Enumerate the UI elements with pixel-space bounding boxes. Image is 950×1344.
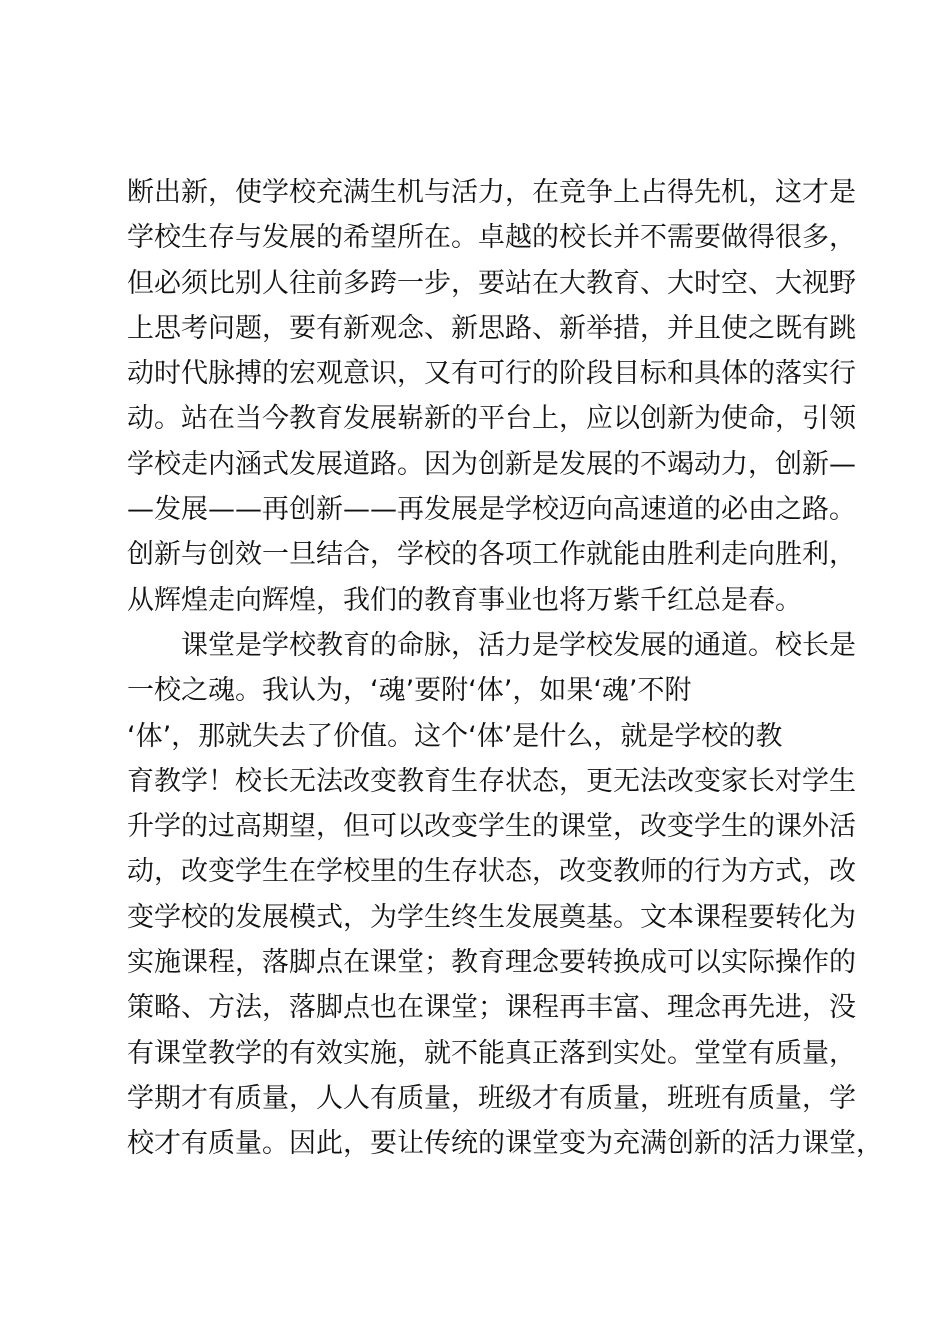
paragraph-start-line: 课堂是学校教育的命脉，活力是学校发展的通道。校长是 — [127, 629, 856, 661]
text-line: 学期才有质量，人人有质量，班级才有质量，班班有质量，学 — [127, 1082, 856, 1114]
text-line: 策略、方法，落脚点也在课堂；课程再丰富、理念再先进，没 — [127, 992, 856, 1024]
text-line: 变学校的发展模式，为学生终生发展奠基。文本课程要转化为 — [127, 901, 856, 933]
text-line: ‘体’，那就失去了价值。这个‘体’是什么，就是学校的教 — [127, 720, 783, 752]
text-line: 学校生存与发展的希望所在。卓越的校长并不需要做得很多， — [127, 222, 856, 254]
text-line: 但必须比别人往前多跨一步，要站在大教育、大时空、大视野 — [127, 267, 856, 299]
text-line: 实施课程，落脚点在课堂；教育理念要转换成可以实际操作的 — [127, 947, 856, 979]
text-line: 从辉煌走向辉煌，我们的教育事业也将万紫千红总是春。 — [127, 584, 802, 616]
text-line: 断出新，使学校充满生机与活力，在竞争上占得先机，这才是 — [127, 177, 856, 208]
text-line: 动时代脉搏的宏观意识，又有可行的阶段目标和具体的落实行 — [127, 358, 856, 390]
text-line: 有课堂教学的有效实施，就不能真正落到实处。堂堂有质量， — [127, 1037, 856, 1069]
text-line: 升学的过高期望，但可以改变学生的课堂，改变学生的课外活 — [127, 811, 856, 843]
text-line: 创新与创效一旦结合，学校的各项工作就能由胜利走向胜利， — [127, 539, 856, 571]
text-line: 上思考问题，要有新观念、新思路、新举措，并且使之既有跳 — [127, 312, 856, 344]
text-line: 动。站在当今教育发展崭新的平台上，应以创新为使命，引领 — [127, 403, 856, 435]
text-line: —发展——再创新——再发展是学校迈向高速道的必由之路。 — [127, 494, 856, 526]
text-line: 校才有质量。因此，要让传统的课堂变为充满创新的活力课堂， — [127, 1128, 883, 1160]
body-text — [127, 170, 883, 1167]
text-line: 一校之魂。我认为，‘魂’要附‘体’，如果‘魂’不附 — [127, 675, 692, 707]
text-line: 学校走内涵式发展道路。因为创新是发展的不竭动力，创新— — [127, 448, 856, 480]
text-line: 动，改变学生在学校里的生存状态，改变教师的行为方式，改 — [127, 856, 856, 888]
text-line: 育教学！校长无法改变教育生存状态，更无法改变家长对学生 — [127, 765, 856, 797]
